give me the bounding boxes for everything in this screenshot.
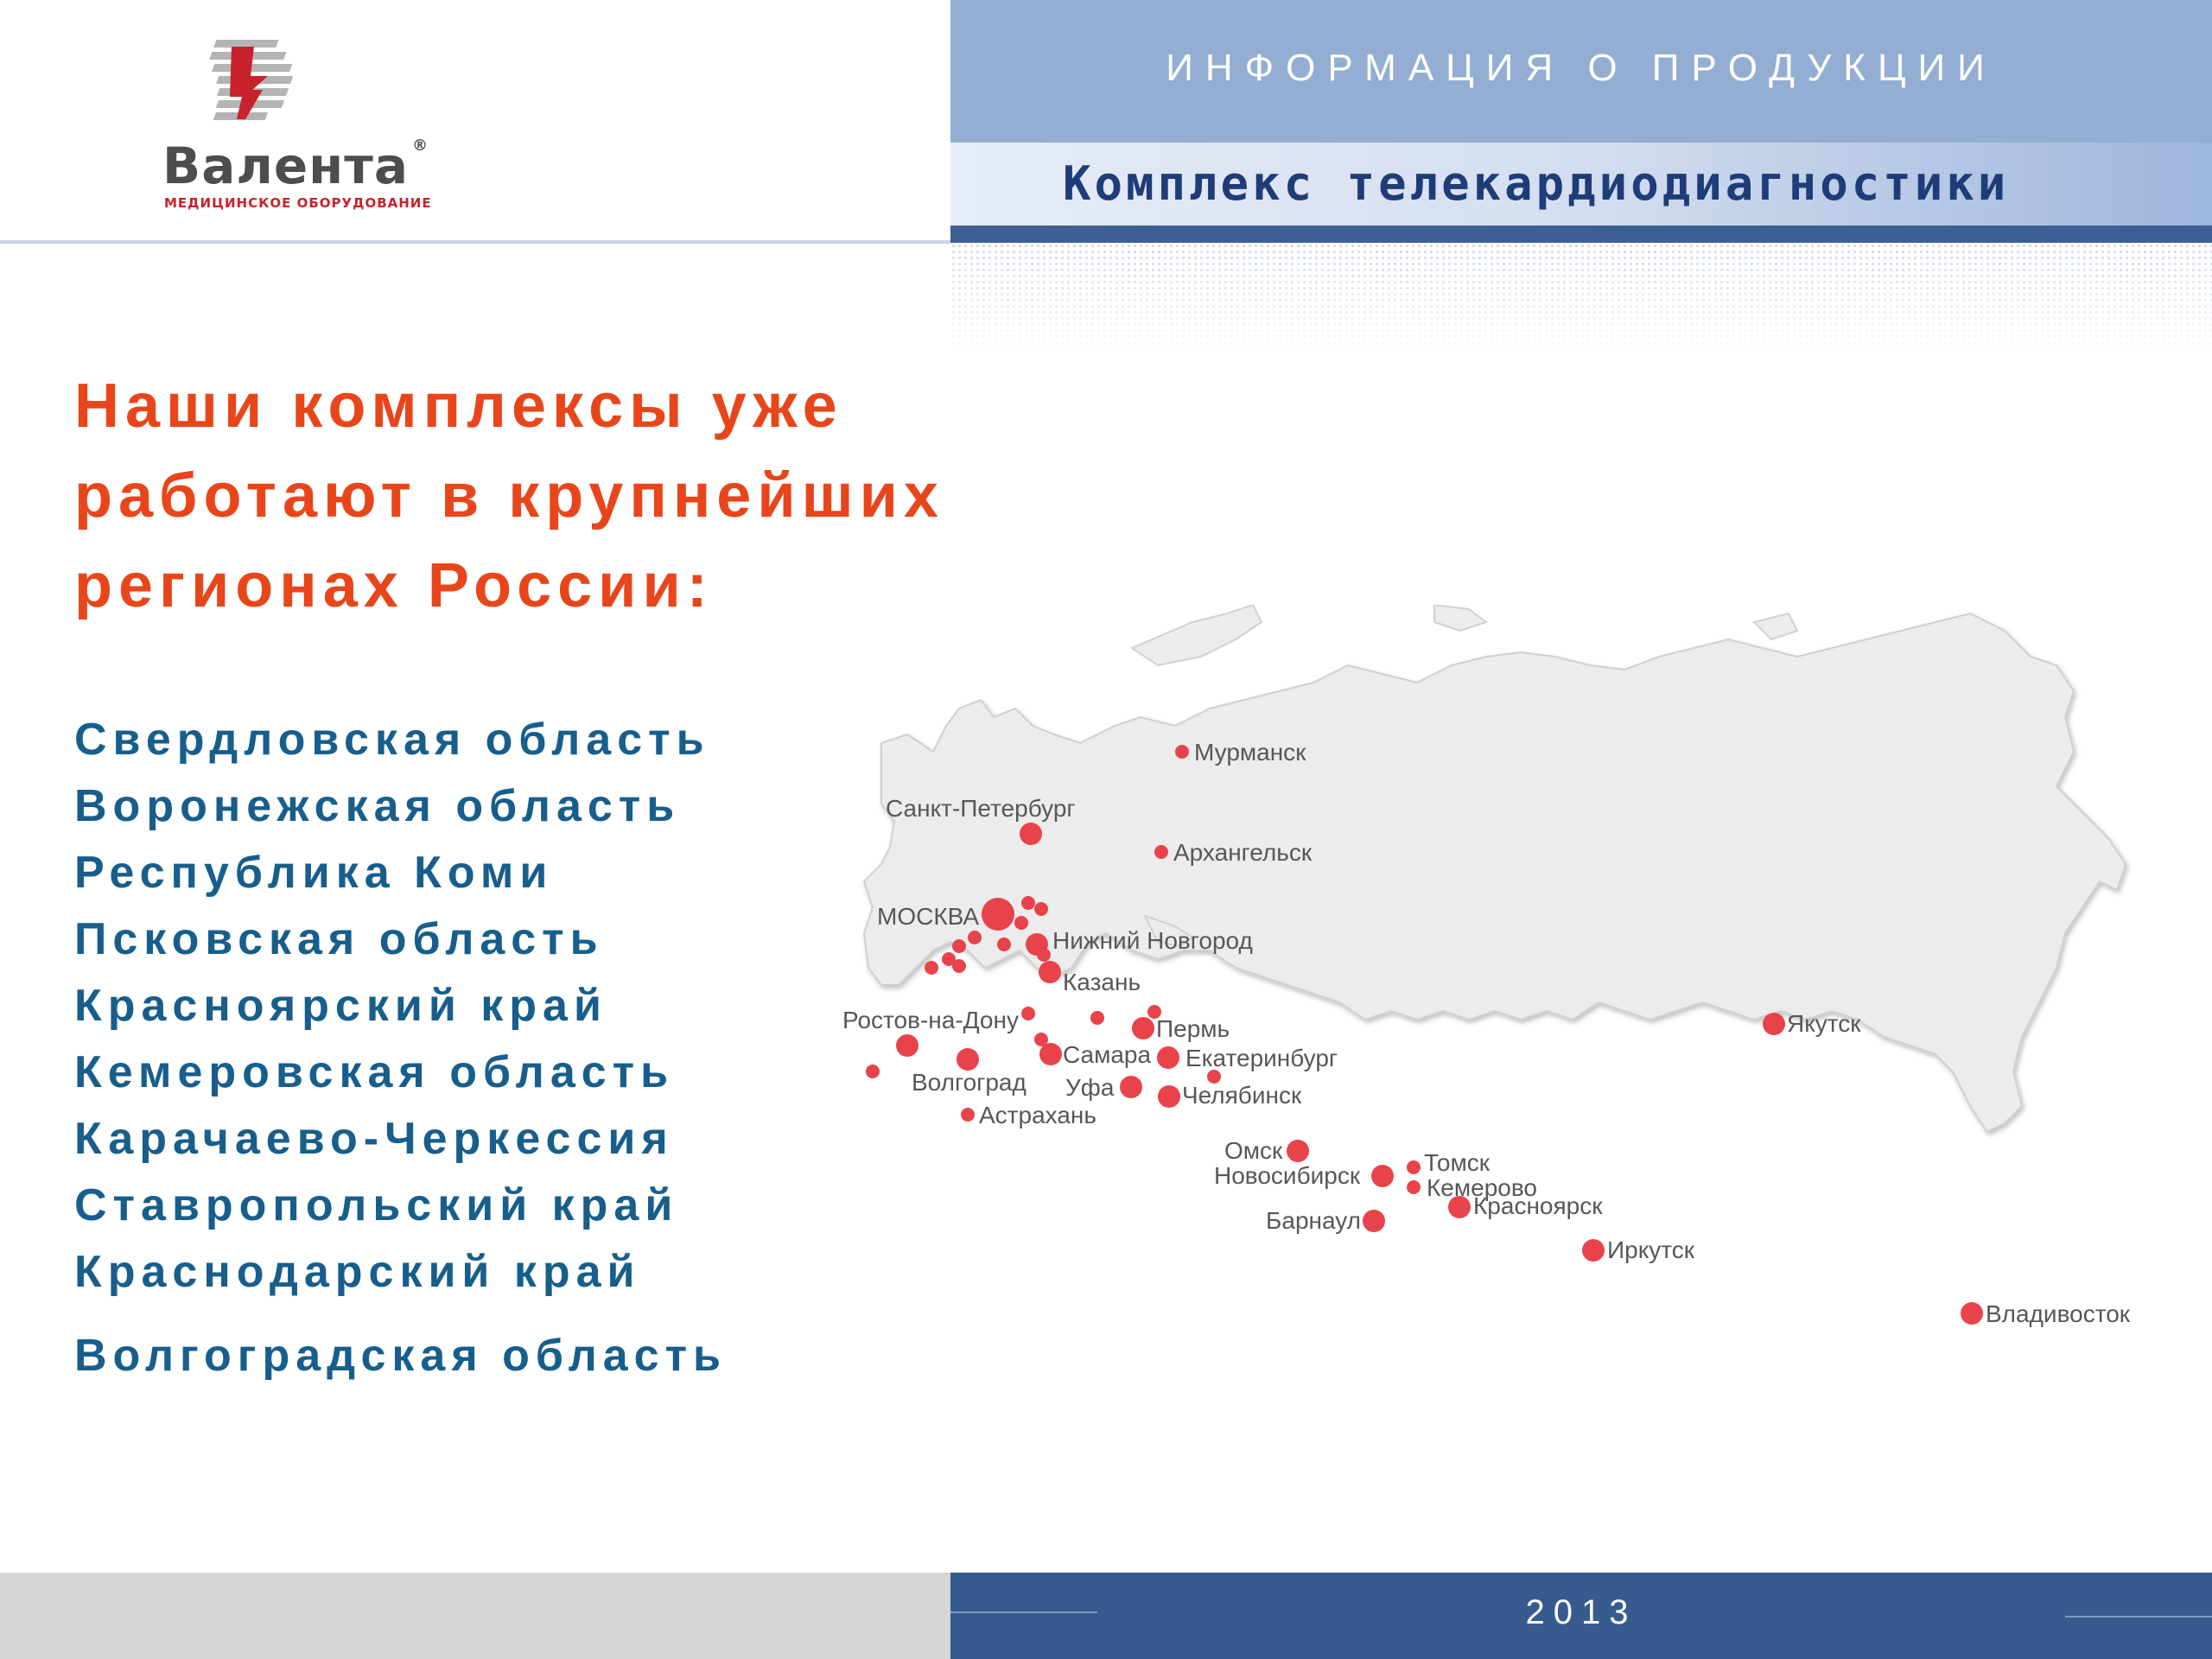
- section-title: ИНФОРМАЦИЯ О ПРОДУКЦИИ: [1166, 47, 1997, 89]
- city-label-krasnoyarsk: Красноярск: [1473, 1192, 1603, 1219]
- city-label-ufa: Уфа: [1065, 1074, 1115, 1101]
- region-item: Красноярский край: [74, 981, 607, 1031]
- region-item: Псковская область: [74, 914, 604, 964]
- city-label-irkutsk: Иркутск: [1607, 1236, 1695, 1263]
- region-item: Республика Коми: [74, 848, 554, 898]
- city-label-kazan: Казань: [1063, 969, 1141, 995]
- city-label-novosibirsk: Новосибирск: [1214, 1162, 1361, 1189]
- city-label-kemerovo: Кемерово: [1427, 1174, 1537, 1201]
- city-label-nnovgorod: Нижний Новгород: [1052, 927, 1253, 954]
- registered-mark: ®: [412, 137, 429, 155]
- valenta-logo-icon: [199, 36, 311, 131]
- dot-pattern: [950, 243, 2212, 355]
- header-divider: [0, 240, 950, 244]
- region-item: Ставропольский край: [74, 1180, 679, 1230]
- city-label-chelyabinsk: Челябинск: [1182, 1082, 1302, 1109]
- headline-line: Наши комплексы уже: [74, 372, 843, 441]
- city-label-rostov: Ростов-на-Дону: [842, 1007, 1019, 1033]
- city-label-volgograd: Волгоград: [912, 1069, 1027, 1096]
- russia-map: [830, 605, 2177, 1382]
- footer-left: [0, 1573, 950, 1659]
- city-label-moscow: МОСКВА: [877, 903, 980, 930]
- city-label-samara: Самара: [1063, 1041, 1152, 1068]
- header-banner: [950, 0, 2212, 143]
- product-banner: [950, 143, 2212, 226]
- company-tagline: МЕДИЦИНСКОЕ ОБОРУДОВАНИЕ: [164, 195, 432, 211]
- product-title: Комплекс телекардиодиагностики: [1063, 156, 2010, 211]
- region-item: Карачаево-Черкессия: [74, 1114, 674, 1164]
- region-item: Кемеровская область: [74, 1047, 675, 1097]
- headline-line: работают в крупнейших: [74, 461, 944, 531]
- city-label-barnaul: Барнаул: [1266, 1207, 1361, 1234]
- city-label-tomsk: Томск: [1424, 1149, 1490, 1176]
- region-item: Волгоградская область: [74, 1331, 728, 1381]
- company-logo-text: [162, 137, 429, 195]
- city-label-astrakhan: Астрахань: [979, 1102, 1096, 1128]
- city-label-omsk: Омск: [1224, 1137, 1283, 1164]
- regions-list: [74, 711, 727, 1394]
- logo-area: [0, 0, 950, 240]
- region-item: Краснодарский край: [74, 1247, 641, 1297]
- company-name: Валента: [162, 137, 409, 195]
- city-label-arkhangelsk: Архангельск: [1173, 839, 1313, 866]
- city-label-murmansk: Мурманск: [1194, 739, 1306, 766]
- city-label-yekaterinburg: Екатеринбург: [1185, 1045, 1338, 1071]
- headline-line: регионах России:: [74, 551, 714, 620]
- header-accent-bar: [950, 226, 2212, 243]
- city-label-spb: Санкт-Петербург: [886, 795, 1076, 822]
- region-item: Воронежская область: [74, 781, 681, 831]
- headline: [74, 361, 1198, 631]
- city-label-yakutsk: Якутск: [1787, 1010, 1861, 1037]
- city-label-perm: Пермь: [1156, 1015, 1230, 1042]
- footer-year: 2013: [1525, 1593, 1637, 1631]
- region-item: Свердловская область: [74, 715, 710, 765]
- city-label-vladivostok: Владивосток: [1986, 1300, 2131, 1327]
